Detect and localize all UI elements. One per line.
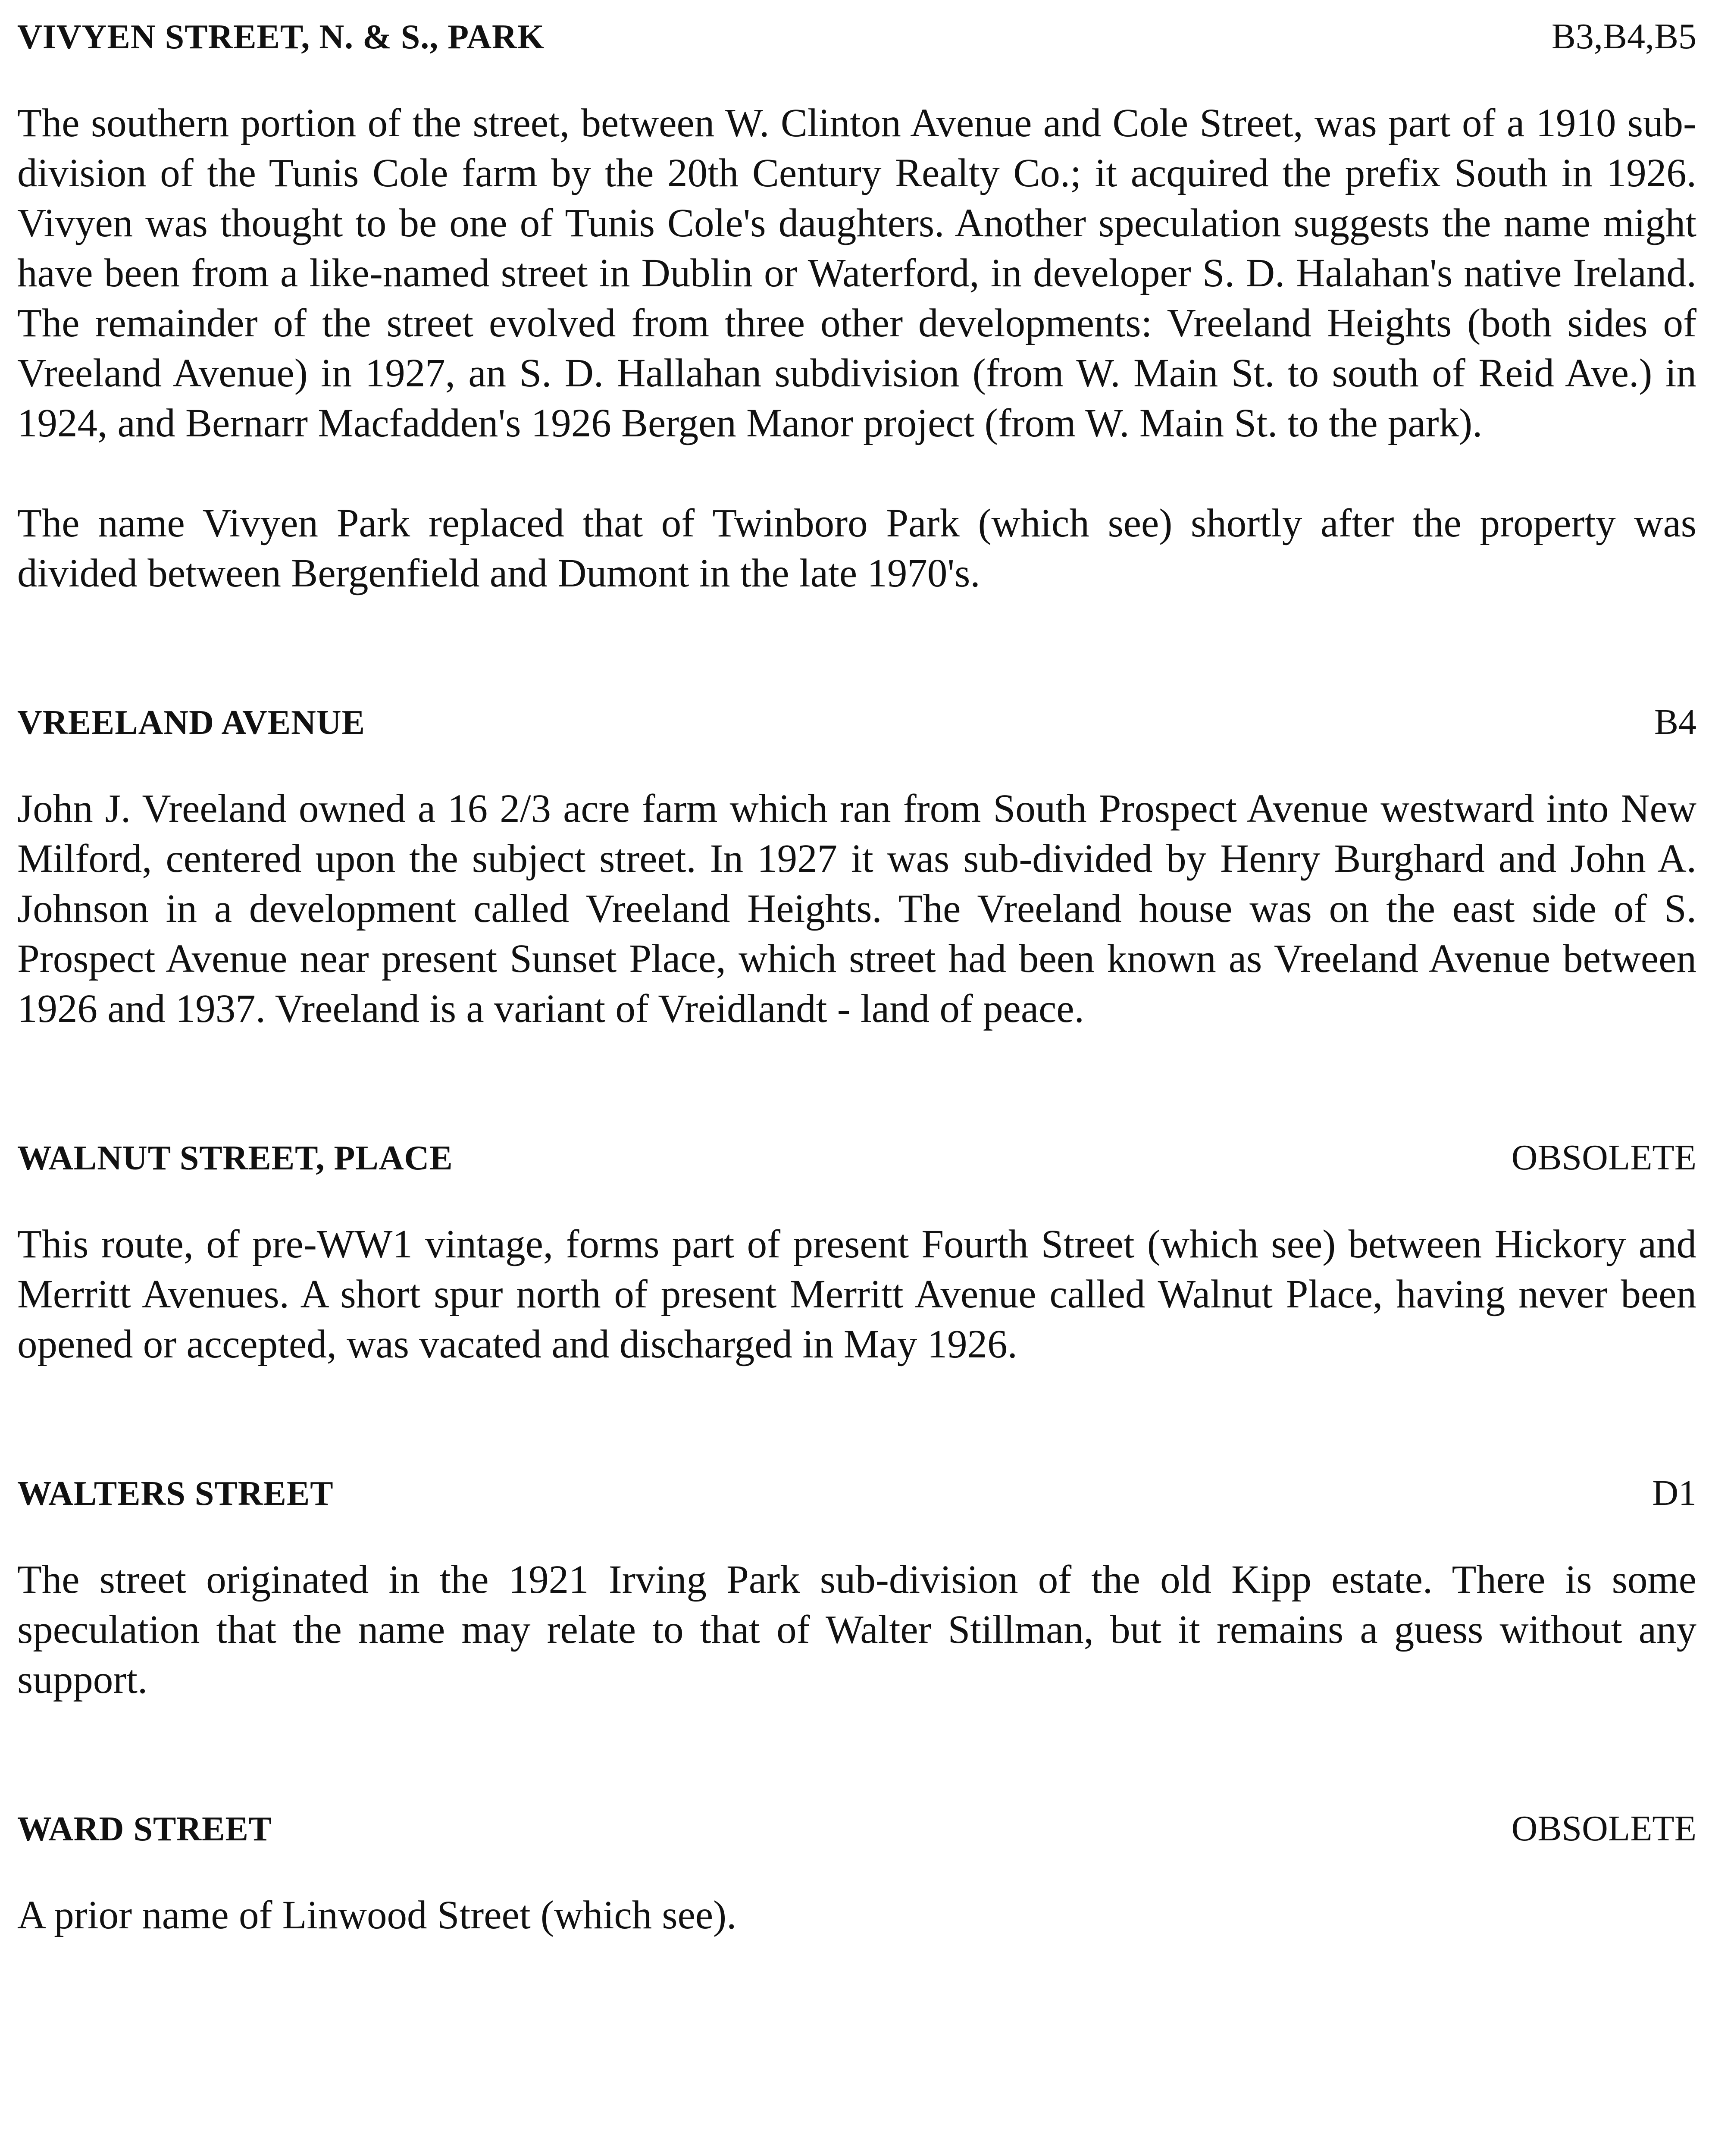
entry-paragraph: The street originated in the 1921 Irving Park sub-division of the old Kipp estate. There is some speculation that the name may relate to that of Walter Stillman, but it remains a guess without any support. bbox=[17, 1557, 1696, 1702]
entry-vreeland-avenue bbox=[17, 701, 1696, 1034]
entry-body bbox=[17, 98, 1696, 599]
obsolete-label: OBSOLETE bbox=[1511, 1138, 1696, 1178]
entry-title: WALTERS STREET bbox=[17, 1475, 334, 1513]
obsolete-label: OBSOLETE bbox=[1511, 1808, 1696, 1849]
entry-walters-street bbox=[17, 1472, 1696, 1705]
entry-paragraph: A prior name of Linwood Street (which see). bbox=[17, 1893, 737, 1937]
entry-paragraph: The name Vivyen Park replaced that of Twinboro Park (which see) shortly after the property was divided between Bergenfield and Dumont in the late 1970's. bbox=[17, 501, 1696, 595]
entry-walnut-street bbox=[17, 1137, 1696, 1369]
entry-title: VREELAND AVENUE bbox=[17, 704, 366, 742]
entry-title: VIVYEN STREET, N. & S., PARK bbox=[17, 18, 545, 56]
entry-header bbox=[17, 701, 1696, 753]
map-reference: D1 bbox=[1652, 1473, 1696, 1513]
entry-body bbox=[17, 784, 1696, 1034]
map-reference: B3,B4,B5 bbox=[1551, 16, 1696, 56]
entry-header bbox=[17, 1472, 1696, 1524]
entry-header bbox=[17, 1808, 1696, 1859]
entry-title: WARD STREET bbox=[17, 1810, 272, 1848]
entry-paragraph: The southern portion of the street, between W. Clinton Avenue and Cole Street, was part of a 1910 sub-division of the Tunis Cole farm by the 20th Century Realty Co.; it acquired the prefix South in 1926. Vivyen was thought to be one of Tunis Cole's daughters. Another speculation suggests the name might have been from a like-named street in Dublin or Waterford, in developer S. D. Halahan's native Ireland. The remainder of the street evolved from three other developments: Vreeland Heights (both sides of Vreeland Avenue) in 1927, an S. D. Hallahan subdivision (from W. Main St. to south of Reid Ave.) in 1924, and Bernarr Macfadden's 1926 Bergen Manor project (from W. Main St. to the park). bbox=[17, 101, 1696, 445]
entry-title: WALNUT STREET, PLACE bbox=[17, 1139, 453, 1177]
entry-body bbox=[17, 1890, 1696, 1940]
entry-ward-street bbox=[17, 1808, 1696, 1940]
entry-body bbox=[17, 1555, 1696, 1705]
entry-paragraph: John J. Vreeland owned a 16 2/3 acre farm which ran from South Prospect Avenue westward into New Milford, centered upon the subject street. In 1927 it was sub-divided by Henry Burghard and John A. Johnson in a development called Vreeland Heights. The Vreeland house was on the east side of S. Prospect Avenue near present Sunset Place, which street had been known as Vreeland Avenue between 1926 and 1937. Vreeland is a variant of Vreidlandt - land of peace. bbox=[17, 787, 1696, 1031]
entry-header bbox=[17, 1137, 1696, 1188]
entry-paragraph: This route, of pre-WW1 vintage, forms part of present Fourth Street (which see) between Hickory and Merritt Avenues. A short spur north of present Merritt Avenue called Walnut Place, having never been opened or accepted, was vacated and discharged in May 1926. bbox=[17, 1222, 1696, 1366]
document-page bbox=[17, 16, 1696, 1940]
map-reference: B4 bbox=[1654, 702, 1696, 742]
entry-header bbox=[17, 16, 1696, 67]
entry-vivyen-street bbox=[17, 16, 1696, 599]
entry-body bbox=[17, 1219, 1696, 1369]
